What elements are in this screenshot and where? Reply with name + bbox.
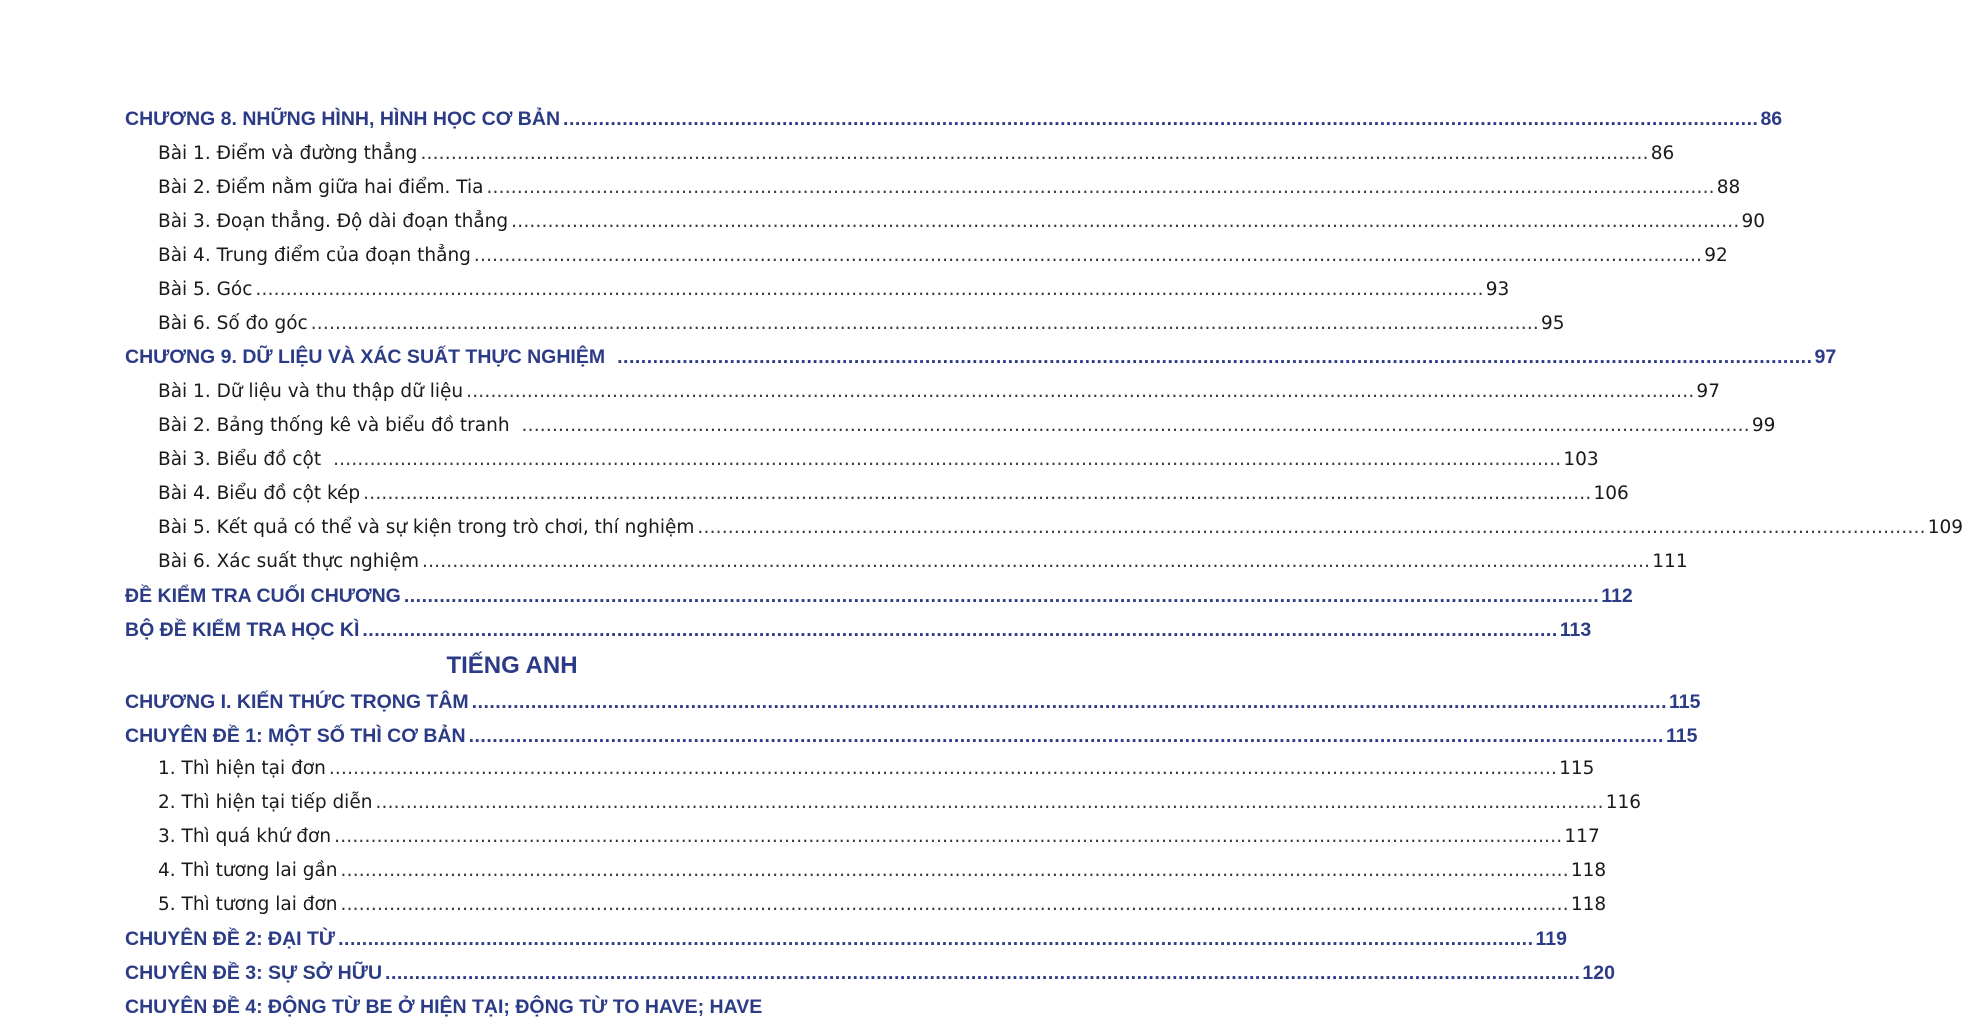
dot-leader: .......................................................................................................................................................................................................... [333, 449, 1562, 470]
toc-entry-lesson [158, 415, 1776, 436]
toc-entry-lesson [158, 313, 1565, 334]
dot-leader: .......................................................................................................................................................................................................... [310, 313, 1539, 334]
dot-leader: .......................................................................................................................................................................................................... [334, 826, 1563, 847]
dot-leader: .......................................................................................................................................................................................................... [362, 619, 1558, 641]
toc-entry-page: 95 [1541, 313, 1565, 334]
toc-entry-page: 115 [1669, 691, 1701, 713]
dot-leader: .......................................................................................................................................................................................................... [255, 279, 1484, 300]
dot-leader: .......................................................................................................................................................................................................... [328, 758, 1558, 779]
toc-entry-chapter-test [125, 585, 1633, 608]
toc-entry-lesson [158, 483, 1629, 504]
dot-leader: .......................................................................................................................................................................................................... [421, 551, 1651, 572]
toc-entry-title: Bài 4. Trung điểm của đoạn thẳng [158, 245, 471, 266]
toc-entry-title: Bài 4. Biểu đồ cột kép [158, 483, 361, 504]
toc-entry-title: CHUYÊN ĐỀ 2: ĐẠI TỪ [125, 928, 336, 950]
toc-entry-title: BỘ ĐỀ KIỂM TRA HỌC KÌ [125, 619, 360, 641]
toc-entry-title: Bài 1. Dữ liệu và thu thập dữ liệu [158, 381, 464, 402]
toc-entry-lesson [158, 551, 1688, 572]
dot-leader: .......................................................................................................................................................................................................... [466, 381, 1695, 402]
toc-entry-topic-1 [125, 725, 1698, 748]
toc-entry-page: 88 [1716, 177, 1741, 198]
toc-entry-title: 3. Thì quá khứ đơn [158, 826, 332, 847]
dot-leader: .......................................................................................................................................................................................................... [473, 245, 1703, 266]
dot-leader: .......................................................................................................................................................................................................... [420, 143, 1649, 164]
toc-entry-page: 117 [1564, 826, 1600, 847]
dot-leader: .......................................................................................................................................................................................................... [403, 585, 1600, 607]
toc-entry-lesson [158, 449, 1599, 470]
toc-entry-title: CHUYÊN ĐỀ 1: MỘT SỐ THÌ CƠ BẢN [125, 725, 466, 747]
toc-entry-page: 106 [1593, 483, 1629, 504]
toc-entry-chapter-1 [125, 691, 1701, 714]
toc-entry-title: CHƯƠNG 9. DỮ LIỆU VÀ XÁC SUẤT THỰC NGHIỆM [125, 346, 606, 368]
toc-entry-topic-4 [125, 996, 883, 1019]
toc-entry-topic-2 [125, 928, 1567, 951]
toc-entry-lesson [158, 826, 1600, 847]
toc-entry-page: 92 [1704, 245, 1728, 266]
toc-entry-page: 86 [1650, 143, 1675, 164]
toc-entry-title: 4. Thì tương lai gần [158, 860, 338, 881]
dot-leader: .......................................................................................................................................................................................................... [563, 108, 1759, 130]
toc-entry-page: 113 [1559, 619, 1592, 641]
toc-entry-lesson [158, 143, 1675, 164]
toc-entry-lesson [158, 860, 1607, 881]
toc-entry-page: 97 [1696, 381, 1720, 402]
toc-entry-lesson [158, 211, 1765, 232]
toc-entry-title: Bài 6. Số đo góc [158, 313, 308, 334]
toc-entry-title: Bài 6. Xác suất thực nghiệm [158, 551, 419, 572]
toc-entry-title: ĐỀ KIỂM TRA CUỐI CHƯƠNG [125, 585, 401, 607]
toc-entry-lesson [158, 894, 1607, 915]
dot-leader: .......................................................................................................................................................................................................... [385, 962, 1581, 984]
toc-entry-title: 5. Thì tương lai đơn [158, 894, 338, 915]
toc-entry-page: 116 [1605, 792, 1642, 813]
dot-leader: .......................................................................................................................................................................................................... [468, 725, 1664, 747]
toc-entry-title: CHUYÊN ĐỀ 4: ĐỘNG TỪ BE Ở HIỆN TẠI; ĐỘNG TỪ TO HAVE; HAVE [125, 996, 763, 1018]
dot-leader: .......................................................................................................................................................................................................... [697, 517, 1926, 538]
toc-entry-lesson [158, 279, 1510, 300]
toc-entry-lesson [158, 792, 1642, 813]
toc-entry-page: 109 [1927, 517, 1963, 538]
toc-entry-title: Bài 5. Kết quả có thể và sự kiện trong trò chơi, thí nghiệm [158, 517, 695, 538]
toc-entry-lesson [158, 517, 1963, 538]
dot-leader: .......................................................................................................................................................................................................... [471, 691, 1668, 713]
toc-entry-semester-tests [125, 619, 1592, 642]
dot-leader: .......................................................................................................................................................................................................... [617, 346, 1813, 368]
toc-entry-title: Bài 2. Điểm nằm giữa hai điểm. Tia [158, 177, 484, 198]
toc-entry-title: Bài 3. Biểu đồ cột [158, 449, 322, 470]
toc-entry-page: 99 [1751, 415, 1776, 436]
toc-entry-title: Bài 1. Điểm và đường thẳng [158, 143, 418, 164]
toc-entry-chapter-8 [125, 108, 1783, 131]
toc-entry-title: Bài 5. Góc [158, 279, 253, 300]
toc-entry-page: 86 [1760, 108, 1783, 130]
toc-entry-title: CHƯƠNG I. KIẾN THỨC TRỌNG TÂM [125, 691, 469, 713]
toc-entry-page: 112 [1601, 585, 1633, 607]
toc-entry-page: 118 [1570, 860, 1607, 881]
toc-entry-page: 118 [1570, 894, 1607, 915]
toc-entry-lesson [158, 245, 1728, 266]
toc-entry-page: 93 [1485, 279, 1510, 300]
dot-leader: .......................................................................................................................................................................................................... [340, 860, 1569, 881]
toc-entry-page: 97 [1814, 346, 1837, 368]
toc-entry-page: 115 [1559, 758, 1595, 779]
toc-entry-title: CHUYÊN ĐỀ 3: SỰ SỞ HỮU [125, 962, 383, 984]
toc-entry-title: Bài 2. Bảng thống kê và biểu đồ tranh [158, 415, 510, 436]
dot-leader: .......................................................................................................................................................................................................... [340, 894, 1569, 915]
dot-leader: .......................................................................................................................................................................................................... [363, 483, 1592, 504]
toc-entry-lesson [158, 381, 1720, 402]
toc-entry-lesson [158, 177, 1741, 198]
dot-leader: .......................................................................................................................................................................................................... [511, 211, 1740, 232]
section-title-english: TIẾNG ANH [446, 652, 578, 679]
toc-entry-page: 111 [1652, 551, 1688, 572]
toc-entry-page: 90 [1741, 211, 1765, 232]
toc-entry-topic-3 [125, 962, 1615, 985]
dot-leader: .......................................................................................................................................................................................................... [338, 928, 1534, 950]
toc-entry-title: Bài 3. Đoạn thẳng. Độ dài đoạn thẳng [158, 211, 509, 232]
toc-entry-page: 120 [1582, 962, 1615, 984]
toc-entry-lesson [158, 758, 1595, 779]
toc-entry-title: 1. Thì hiện tại đơn [158, 758, 326, 779]
toc-entry-chapter-9 [125, 346, 1837, 369]
dot-leader: .......................................................................................................................................................................................................... [521, 415, 1750, 436]
toc-entry-title: CHƯƠNG 8. NHỮNG HÌNH, HÌNH HỌC CƠ BẢN [125, 108, 561, 130]
toc-entry-page: 119 [1535, 928, 1567, 950]
toc-entry-title: 2. Thì hiện tại tiếp diễn [158, 792, 373, 813]
toc-entry-page: 103 [1563, 449, 1599, 470]
toc-entry-page: 115 [1665, 725, 1698, 747]
dot-leader: .......................................................................................................................................................................................................... [375, 792, 1604, 813]
dot-leader: .......................................................................................................................................................................................................... [486, 177, 1715, 198]
